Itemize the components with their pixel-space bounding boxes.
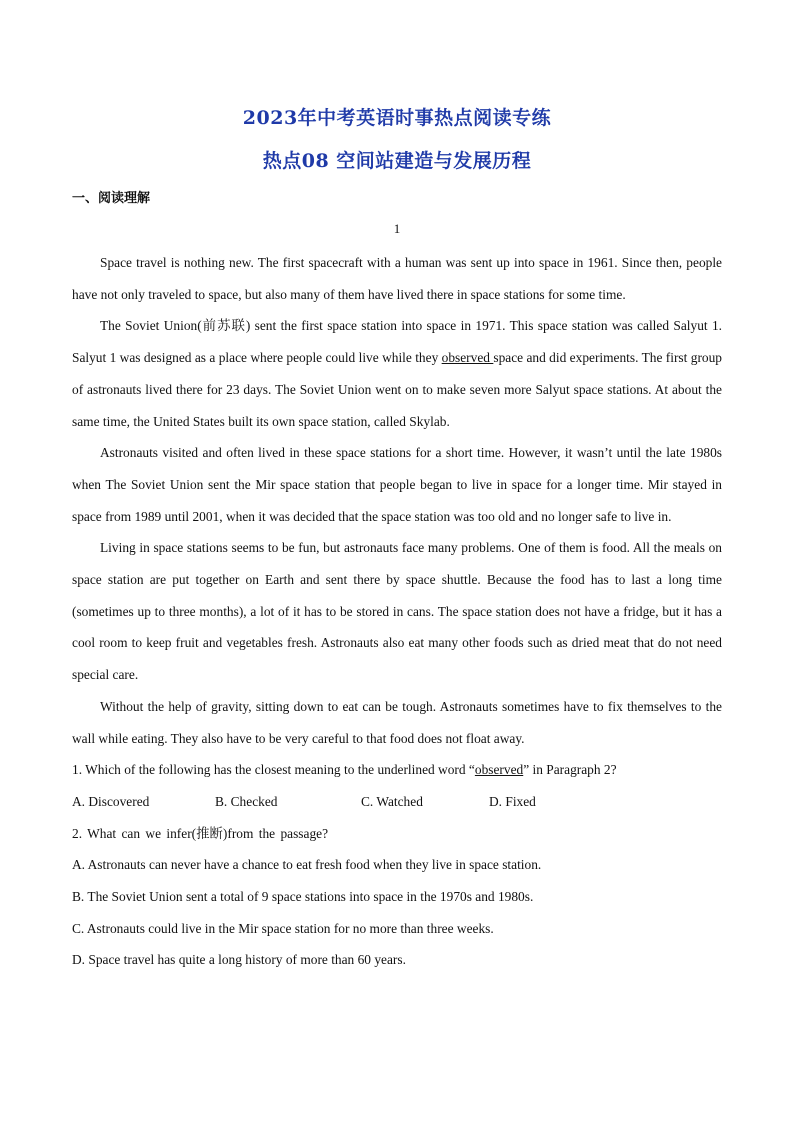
passage-number: 1 (393, 221, 401, 236)
underlined-word: observed (441, 350, 494, 366)
section-heading: 一、阅读理解 (72, 191, 151, 206)
paragraph-2 (72, 310, 722, 437)
paragraph-4: Living in space stations seems to be fun, but astronauts face many problems. One of them is food. All the meals on space station are put together on Earth and sent there by space shuttle. Because the food has to last a long time (sometimes up to three months), a lot of it has to be stored in cans. The space station does not have a fridge, but it has a cool room to keep fruit and vegetables fresh. Astronauts also eat many other foods such as dried meat that do not need special care. (72, 540, 722, 683)
paragraph-3: Astronauts visited and often lived in these space stations for a short time. However, it wasn’t until the late 1980s when The Soviet Union sent the Mir space station that people began to live in space for a longer time. Mir stayed in space from 1989 until 2001, when it was decided that the space station was too old and no longer safe to live in. (72, 445, 722, 524)
page-title: 2023年中考英语时事热点阅读专练 (242, 107, 552, 129)
q2-option-a: A. Astronauts can never have a chance to eat fresh food when they live in space station. (72, 857, 542, 873)
q2-option-c: C. Astronauts could live in the Mir space station for no more than three weeks. (72, 920, 494, 936)
page-subtitle: 热点08 空间站建造与发展历程 (262, 150, 532, 172)
q1-option-a: A. Discovered (72, 793, 150, 809)
question-1-text-a: 1. Which of the following has the closest meaning to the underlined word “ (72, 762, 475, 778)
passage-body (72, 247, 722, 976)
q2-option-b: B. The Soviet Union sent a total of 9 space stations into space in the 1970s and 1980s. (72, 889, 534, 905)
question-1-options (72, 786, 722, 818)
paragraph-2-text-a: The Soviet Union(前苏联) sent the first space station into space in 1971. This space station was called Salyut 1. Salyut 1 was designed as a place where people could live while they (72, 318, 722, 366)
q1-option-d: D. Fixed (489, 793, 536, 809)
q1-option-c: C. Watched (361, 793, 423, 809)
question-1 (72, 754, 722, 786)
q1-option-b: B. Checked (215, 793, 278, 809)
question-1-underlined-word: observed (474, 762, 524, 778)
question-1-text-b: ” in Paragraph 2? (523, 762, 617, 778)
q2-option-d: D. Space travel has quite a long history of more than 60 years. (72, 952, 406, 968)
paragraph-5: Without the help of gravity, sitting down to eat can be tough. Astronauts sometimes have to fix themselves to the wall while eating. They also have to be very careful to that food does not float away. (72, 698, 722, 746)
question-2: 2. What can we infer(推断)from the passage? (72, 825, 329, 841)
paragraph-2-text-b: space and did experiments. The first group of astronauts lived there for 23 days. The Soviet Union went on to make seven more Salyut space stations. At about the same time, the United States built its own space station, called Skylab. (72, 350, 722, 429)
paragraph-1: Space travel is nothing new. The first spacecraft with a human was sent up into space in 1961. Since then, people have not only traveled to space, but also many of them have lived there in space stations for some time. (72, 255, 722, 302)
